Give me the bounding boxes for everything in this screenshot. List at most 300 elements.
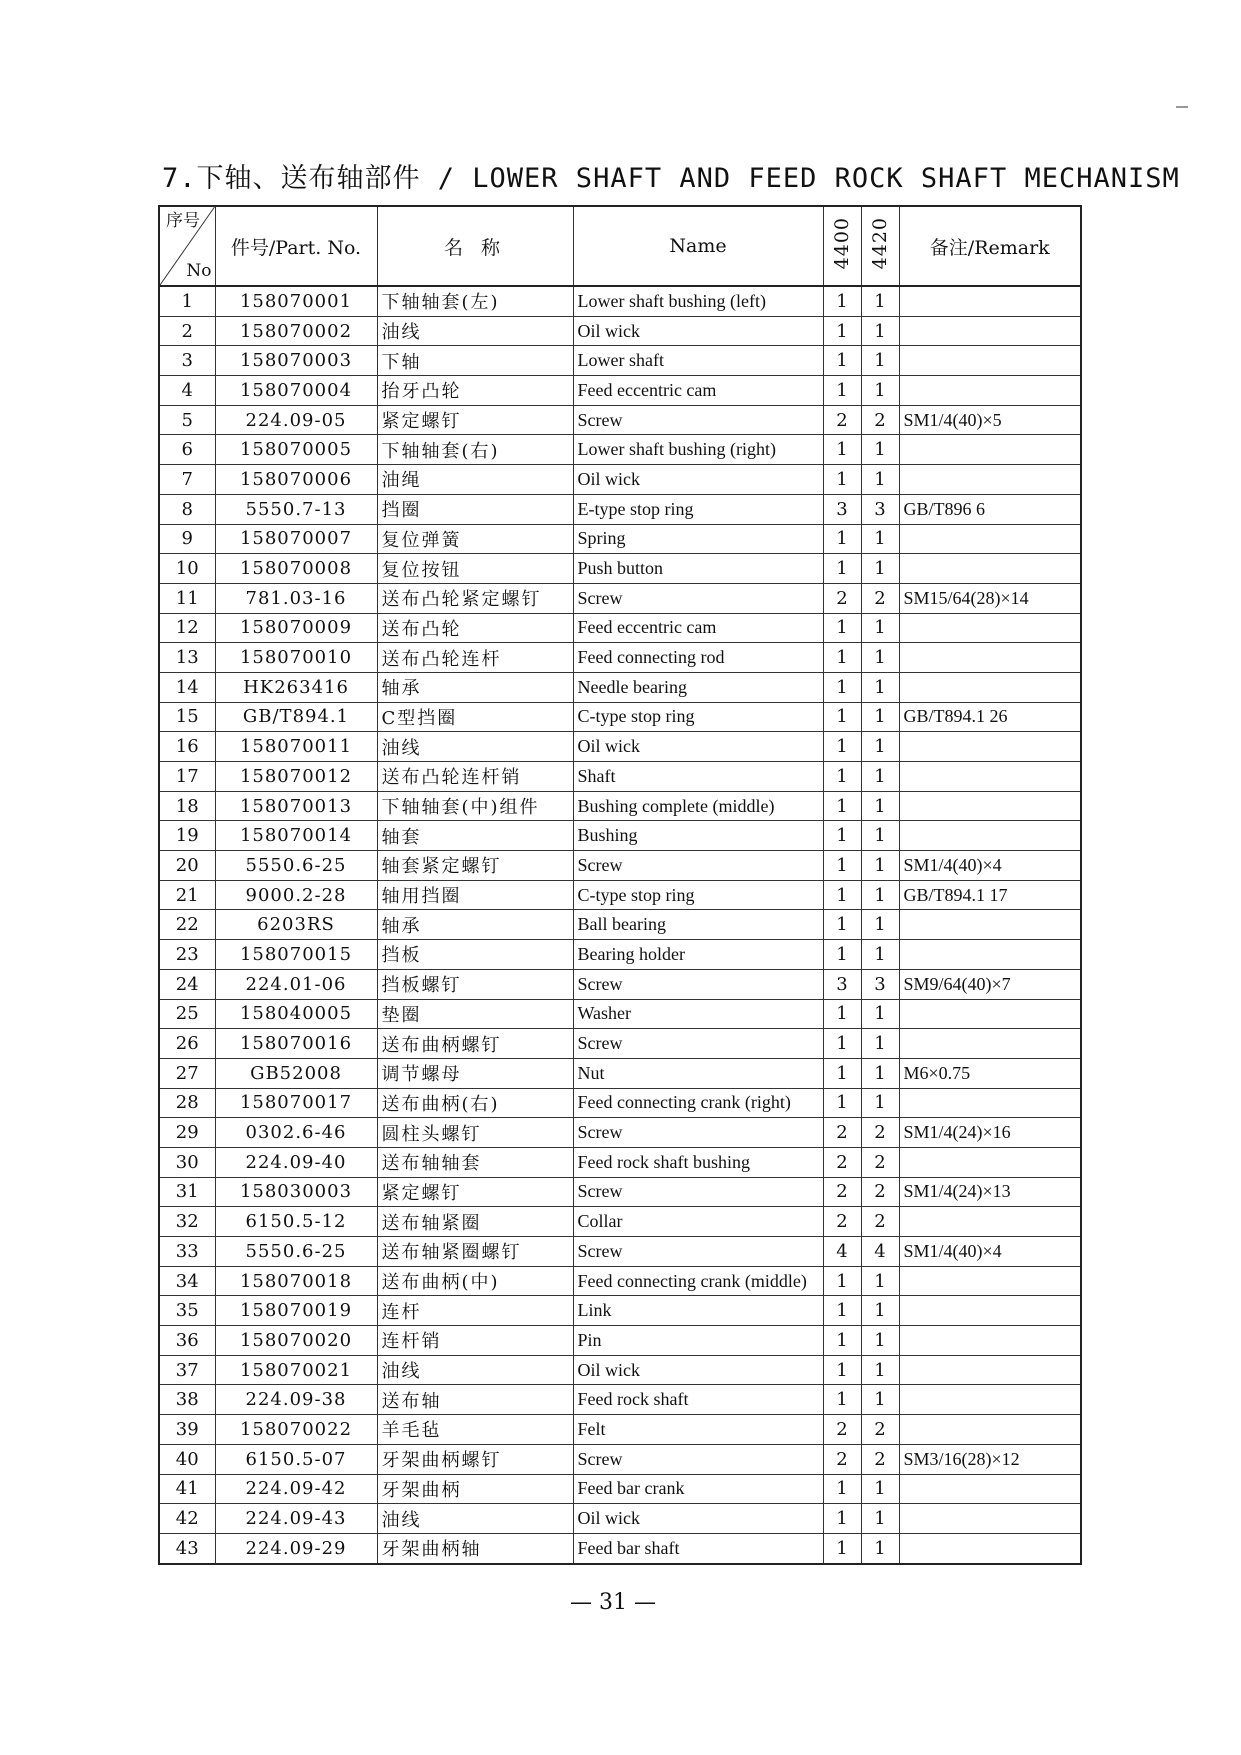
row-name: Screw [573, 405, 823, 435]
row-part-no: 5550.6-25 [215, 1237, 377, 1267]
table-row [159, 316, 1081, 346]
row-qty-4420: 1 [861, 643, 899, 673]
table-row [159, 1385, 1081, 1415]
row-name: C-type stop ring [573, 702, 823, 732]
row-part-no: 158070015 [215, 940, 377, 970]
row-remark [899, 732, 1081, 762]
row-qty-4420: 3 [861, 494, 899, 524]
row-name: Feed bar shaft [573, 1533, 823, 1563]
row-qty-4420: 2 [861, 1415, 899, 1445]
row-cn-name: 轴承 [377, 672, 573, 702]
row-qty-4400: 1 [823, 1088, 861, 1118]
row-name: Spring [573, 524, 823, 554]
row-qty-4420: 1 [861, 880, 899, 910]
row-part-no: GB52008 [215, 1058, 377, 1088]
row-name: Screw [573, 1237, 823, 1267]
row-cn-name: 连杆销 [377, 1326, 573, 1356]
row-no: 33 [159, 1237, 215, 1267]
row-remark [899, 1355, 1081, 1385]
row-qty-4420: 1 [861, 346, 899, 376]
row-name: Lower shaft bushing (left) [573, 286, 823, 316]
table-row [159, 286, 1081, 316]
row-qty-4420: 1 [861, 1385, 899, 1415]
row-remark [899, 1385, 1081, 1415]
row-remark [899, 1266, 1081, 1296]
row-remark [899, 762, 1081, 792]
section-title: 7.下轴、送布轴部件 / LOWER SHAFT AND FEED ROCK SHAFT MECHANISM [162, 163, 1180, 194]
table-row [159, 405, 1081, 435]
row-part-no: 224.09-29 [215, 1533, 377, 1563]
row-part-no: 0302.6-46 [215, 1118, 377, 1148]
header-q2 [861, 206, 899, 286]
row-name: Needle bearing [573, 672, 823, 702]
row-no: 6 [159, 435, 215, 465]
table-row [159, 791, 1081, 821]
table-row [159, 465, 1081, 495]
row-qty-4400: 1 [823, 1266, 861, 1296]
parts-table-body [159, 286, 1081, 1564]
row-no: 41 [159, 1474, 215, 1504]
row-no: 35 [159, 1296, 215, 1326]
row-cn-name: 挡板 [377, 940, 573, 970]
row-qty-4420: 2 [861, 1147, 899, 1177]
row-qty-4400: 2 [823, 1147, 861, 1177]
row-name: Screw [573, 1029, 823, 1059]
row-part-no: 224.09-40 [215, 1147, 377, 1177]
row-part-no: 6150.5-07 [215, 1444, 377, 1474]
row-remark [899, 1326, 1081, 1356]
row-part-no: 158070021 [215, 1355, 377, 1385]
row-part-no: 781.03-16 [215, 583, 377, 613]
row-part-no: 158070017 [215, 1088, 377, 1118]
row-no: 18 [159, 791, 215, 821]
row-no: 17 [159, 762, 215, 792]
row-cn-name: 牙架曲柄螺钉 [377, 1444, 573, 1474]
row-no: 42 [159, 1504, 215, 1534]
row-qty-4420: 1 [861, 999, 899, 1029]
table-row [159, 554, 1081, 584]
row-name: Collar [573, 1207, 823, 1237]
header-no-bottom: No [186, 261, 212, 281]
row-no: 7 [159, 465, 215, 495]
row-qty-4420: 1 [861, 316, 899, 346]
row-no: 4 [159, 376, 215, 406]
row-qty-4400: 4 [823, 1237, 861, 1267]
row-no: 1 [159, 286, 215, 316]
table-row [159, 494, 1081, 524]
row-cn-name: 送布凸轮 [377, 613, 573, 643]
row-no: 2 [159, 316, 215, 346]
row-qty-4420: 1 [861, 672, 899, 702]
row-qty-4400: 1 [823, 880, 861, 910]
table-row [159, 821, 1081, 851]
row-part-no: GB/T894.1 [215, 702, 377, 732]
row-cn-name: 送布凸轮紧定螺钉 [377, 583, 573, 613]
row-name: Feed eccentric cam [573, 376, 823, 406]
table-row [159, 376, 1081, 406]
row-qty-4420: 1 [861, 1533, 899, 1563]
row-qty-4420: 2 [861, 1444, 899, 1474]
row-cn-name: 下轴轴套(右) [377, 435, 573, 465]
page-number: — 31 — [570, 1590, 656, 1615]
row-remark [899, 524, 1081, 554]
row-remark [899, 1415, 1081, 1445]
row-cn-name: 送布轴轴套 [377, 1147, 573, 1177]
row-part-no: 158070014 [215, 821, 377, 851]
row-no: 25 [159, 999, 215, 1029]
row-part-no: 158070013 [215, 791, 377, 821]
row-qty-4400: 1 [823, 791, 861, 821]
row-name: Feed connecting rod [573, 643, 823, 673]
row-name: Felt [573, 1415, 823, 1445]
table-row [159, 1058, 1081, 1088]
row-no: 13 [159, 643, 215, 673]
row-qty-4420: 1 [861, 613, 899, 643]
row-part-no: 158040005 [215, 999, 377, 1029]
row-no: 11 [159, 583, 215, 613]
row-qty-4420: 1 [861, 1504, 899, 1534]
row-no: 40 [159, 1444, 215, 1474]
table-row [159, 672, 1081, 702]
row-cn-name: 油线 [377, 1504, 573, 1534]
row-no: 8 [159, 494, 215, 524]
row-qty-4420: 2 [861, 583, 899, 613]
row-remark [899, 316, 1081, 346]
table-row [159, 1355, 1081, 1385]
row-qty-4400: 1 [823, 999, 861, 1029]
row-qty-4420: 1 [861, 910, 899, 940]
row-qty-4400: 2 [823, 1207, 861, 1237]
row-qty-4400: 1 [823, 316, 861, 346]
row-qty-4420: 1 [861, 376, 899, 406]
row-remark [899, 1207, 1081, 1237]
row-no: 9 [159, 524, 215, 554]
row-cn-name: 下轴轴套(左) [377, 286, 573, 316]
row-no: 30 [159, 1147, 215, 1177]
row-remark: GB/T894.1 26 [899, 702, 1081, 732]
row-qty-4400: 1 [823, 1355, 861, 1385]
row-cn-name: 连杆 [377, 1296, 573, 1326]
row-part-no: 224.09-05 [215, 405, 377, 435]
row-qty-4400: 1 [823, 1296, 861, 1326]
table-row [159, 1415, 1081, 1445]
row-name: Pin [573, 1326, 823, 1356]
row-qty-4400: 1 [823, 554, 861, 584]
row-part-no: 6203RS [215, 910, 377, 940]
row-cn-name: 轴用挡圈 [377, 880, 573, 910]
table-row [159, 1207, 1081, 1237]
row-name: Feed connecting crank (middle) [573, 1266, 823, 1296]
table-row [159, 851, 1081, 881]
row-remark [899, 435, 1081, 465]
row-qty-4420: 1 [861, 286, 899, 316]
row-remark [899, 910, 1081, 940]
row-qty-4420: 1 [861, 1088, 899, 1118]
row-name: Oil wick [573, 316, 823, 346]
row-remark: SM1/4(24)×16 [899, 1118, 1081, 1148]
table-row [159, 732, 1081, 762]
row-part-no: 158070022 [215, 1415, 377, 1445]
row-qty-4400: 2 [823, 1444, 861, 1474]
row-part-no: 158070009 [215, 613, 377, 643]
row-name: Push button [573, 554, 823, 584]
row-qty-4420: 2 [861, 1118, 899, 1148]
row-part-no: 158070018 [215, 1266, 377, 1296]
row-remark [899, 821, 1081, 851]
row-cn-name: 牙架曲柄轴 [377, 1533, 573, 1563]
table-row [159, 1296, 1081, 1326]
row-qty-4400: 1 [823, 1504, 861, 1534]
table-row [159, 999, 1081, 1029]
table-row [159, 1266, 1081, 1296]
header-cn-name: 名 称 [377, 206, 573, 286]
row-cn-name: 垫圈 [377, 999, 573, 1029]
row-cn-name: 调节螺母 [377, 1058, 573, 1088]
row-remark [899, 672, 1081, 702]
row-name: Nut [573, 1058, 823, 1088]
row-qty-4400: 3 [823, 969, 861, 999]
row-cn-name: 送布轴紧圈 [377, 1207, 573, 1237]
row-remark: SM1/4(40)×4 [899, 851, 1081, 881]
row-name: Screw [573, 851, 823, 881]
row-name: Ball bearing [573, 910, 823, 940]
row-qty-4400: 2 [823, 1177, 861, 1207]
row-qty-4420: 1 [861, 940, 899, 970]
row-cn-name: 复位弹簧 [377, 524, 573, 554]
row-qty-4400: 1 [823, 465, 861, 495]
row-qty-4420: 1 [861, 1058, 899, 1088]
row-remark: SM9/64(40)×7 [899, 969, 1081, 999]
row-qty-4400: 1 [823, 821, 861, 851]
row-no: 21 [159, 880, 215, 910]
row-part-no: 158070020 [215, 1326, 377, 1356]
row-qty-4400: 1 [823, 1326, 861, 1356]
row-cn-name: 轴承 [377, 910, 573, 940]
row-cn-name: 油线 [377, 316, 573, 346]
row-name: Bushing [573, 821, 823, 851]
row-remark [899, 1147, 1081, 1177]
row-remark: SM3/16(28)×12 [899, 1444, 1081, 1474]
row-remark: M6×0.75 [899, 1058, 1081, 1088]
row-qty-4400: 1 [823, 1058, 861, 1088]
row-name: Link [573, 1296, 823, 1326]
header-part-no: 件号/Part. No. [215, 206, 377, 286]
row-remark [899, 643, 1081, 673]
row-cn-name: 送布曲柄(右) [377, 1088, 573, 1118]
table-row [159, 762, 1081, 792]
row-remark [899, 1296, 1081, 1326]
table-row [159, 524, 1081, 554]
row-qty-4400: 2 [823, 583, 861, 613]
header-name: Name [573, 206, 823, 286]
row-cn-name: 复位按钮 [377, 554, 573, 584]
row-name: Screw [573, 583, 823, 613]
row-qty-4420: 4 [861, 1237, 899, 1267]
row-remark: SM15/64(28)×14 [899, 583, 1081, 613]
row-qty-4400: 3 [823, 494, 861, 524]
row-part-no: 158070002 [215, 316, 377, 346]
row-qty-4400: 1 [823, 376, 861, 406]
row-remark [899, 999, 1081, 1029]
row-no: 38 [159, 1385, 215, 1415]
table-row [159, 1504, 1081, 1534]
row-no: 3 [159, 346, 215, 376]
row-no: 39 [159, 1415, 215, 1445]
row-qty-4400: 1 [823, 910, 861, 940]
row-no: 28 [159, 1088, 215, 1118]
row-qty-4420: 1 [861, 1474, 899, 1504]
row-no: 27 [159, 1058, 215, 1088]
row-no: 29 [159, 1118, 215, 1148]
row-part-no: 9000.2-28 [215, 880, 377, 910]
row-remark [899, 613, 1081, 643]
row-qty-4400: 2 [823, 405, 861, 435]
row-qty-4400: 2 [823, 1118, 861, 1148]
row-name: Lower shaft bushing (right) [573, 435, 823, 465]
table-row [159, 969, 1081, 999]
row-qty-4400: 1 [823, 1533, 861, 1563]
row-cn-name: 油线 [377, 1355, 573, 1385]
row-qty-4400: 1 [823, 1474, 861, 1504]
table-row [159, 880, 1081, 910]
row-qty-4420: 1 [861, 821, 899, 851]
row-part-no: 224.09-43 [215, 1504, 377, 1534]
table-row [159, 702, 1081, 732]
row-name: Feed eccentric cam [573, 613, 823, 643]
row-cn-name: 送布轴紧圈螺钉 [377, 1237, 573, 1267]
row-no: 32 [159, 1207, 215, 1237]
row-name: Screw [573, 969, 823, 999]
row-cn-name: 轴套 [377, 821, 573, 851]
row-no: 23 [159, 940, 215, 970]
row-remark [899, 376, 1081, 406]
row-qty-4420: 1 [861, 1355, 899, 1385]
table-row [159, 346, 1081, 376]
row-part-no: 158070003 [215, 346, 377, 376]
table-row [159, 1474, 1081, 1504]
row-cn-name: 送布曲柄(中) [377, 1266, 573, 1296]
parts-table [158, 205, 1082, 1565]
row-cn-name: 羊毛毡 [377, 1415, 573, 1445]
row-no: 16 [159, 732, 215, 762]
row-remark [899, 465, 1081, 495]
row-qty-4420: 1 [861, 554, 899, 584]
row-cn-name: 送布凸轮连杆销 [377, 762, 573, 792]
row-part-no: 5550.7-13 [215, 494, 377, 524]
row-qty-4420: 2 [861, 405, 899, 435]
row-no: 12 [159, 613, 215, 643]
row-name: Screw [573, 1177, 823, 1207]
row-qty-4420: 1 [861, 1266, 899, 1296]
row-qty-4400: 1 [823, 1029, 861, 1059]
row-part-no: 158070016 [215, 1029, 377, 1059]
row-qty-4420: 1 [861, 435, 899, 465]
row-qty-4400: 1 [823, 940, 861, 970]
table-row [159, 1118, 1081, 1148]
row-part-no: 158070010 [215, 643, 377, 673]
row-remark [899, 1474, 1081, 1504]
row-part-no: 158070007 [215, 524, 377, 554]
table-header-row [159, 206, 1081, 286]
table-row [159, 583, 1081, 613]
row-qty-4420: 2 [861, 1177, 899, 1207]
row-name: Oil wick [573, 1504, 823, 1534]
row-name: Bearing holder [573, 940, 823, 970]
row-remark: SM1/4(40)×5 [899, 405, 1081, 435]
row-remark [899, 791, 1081, 821]
row-qty-4420: 1 [861, 465, 899, 495]
row-part-no: 224.09-42 [215, 1474, 377, 1504]
row-cn-name: 挡圈 [377, 494, 573, 524]
row-no: 5 [159, 405, 215, 435]
row-qty-4400: 1 [823, 672, 861, 702]
row-part-no: 158070004 [215, 376, 377, 406]
row-cn-name: 抬牙凸轮 [377, 376, 573, 406]
table-row [159, 910, 1081, 940]
row-remark [899, 1088, 1081, 1118]
row-remark: SM1/4(40)×4 [899, 1237, 1081, 1267]
row-no: 19 [159, 821, 215, 851]
row-no: 43 [159, 1533, 215, 1563]
row-no: 26 [159, 1029, 215, 1059]
header-q2-label: 4420 [869, 217, 891, 270]
row-qty-4420: 1 [861, 1029, 899, 1059]
table-row [159, 1444, 1081, 1474]
row-part-no: HK263416 [215, 672, 377, 702]
row-cn-name: 下轴轴套(中)组件 [377, 791, 573, 821]
row-cn-name: 送布凸轮连杆 [377, 643, 573, 673]
row-cn-name: 紧定螺钉 [377, 1177, 573, 1207]
row-remark: GB/T896 6 [899, 494, 1081, 524]
row-no: 34 [159, 1266, 215, 1296]
table-row [159, 613, 1081, 643]
row-no: 15 [159, 702, 215, 732]
row-name: Feed bar crank [573, 1474, 823, 1504]
row-part-no: 158070008 [215, 554, 377, 584]
row-qty-4420: 1 [861, 732, 899, 762]
row-qty-4400: 2 [823, 1415, 861, 1445]
row-qty-4420: 1 [861, 791, 899, 821]
row-no: 24 [159, 969, 215, 999]
table-row [159, 1533, 1081, 1563]
row-no: 10 [159, 554, 215, 584]
row-no: 31 [159, 1177, 215, 1207]
row-cn-name: 送布曲柄螺钉 [377, 1029, 573, 1059]
row-qty-4420: 1 [861, 851, 899, 881]
row-qty-4400: 1 [823, 732, 861, 762]
row-no: 14 [159, 672, 215, 702]
row-qty-4400: 1 [823, 613, 861, 643]
row-cn-name: 紧定螺钉 [377, 405, 573, 435]
row-cn-name: 油线 [377, 732, 573, 762]
row-name: Washer [573, 999, 823, 1029]
row-cn-name: 轴套紧定螺钉 [377, 851, 573, 881]
header-no-top: 序号 [166, 211, 200, 231]
table-row [159, 643, 1081, 673]
table-row [159, 1147, 1081, 1177]
row-qty-4400: 1 [823, 435, 861, 465]
row-qty-4420: 2 [861, 1207, 899, 1237]
row-name: Oil wick [573, 1355, 823, 1385]
row-cn-name: 送布轴 [377, 1385, 573, 1415]
row-part-no: 158070005 [215, 435, 377, 465]
row-name: Shaft [573, 762, 823, 792]
row-part-no: 224.09-38 [215, 1385, 377, 1415]
row-cn-name: C型挡圈 [377, 702, 573, 732]
table-row [159, 1029, 1081, 1059]
table-row [159, 1177, 1081, 1207]
row-qty-4400: 1 [823, 346, 861, 376]
